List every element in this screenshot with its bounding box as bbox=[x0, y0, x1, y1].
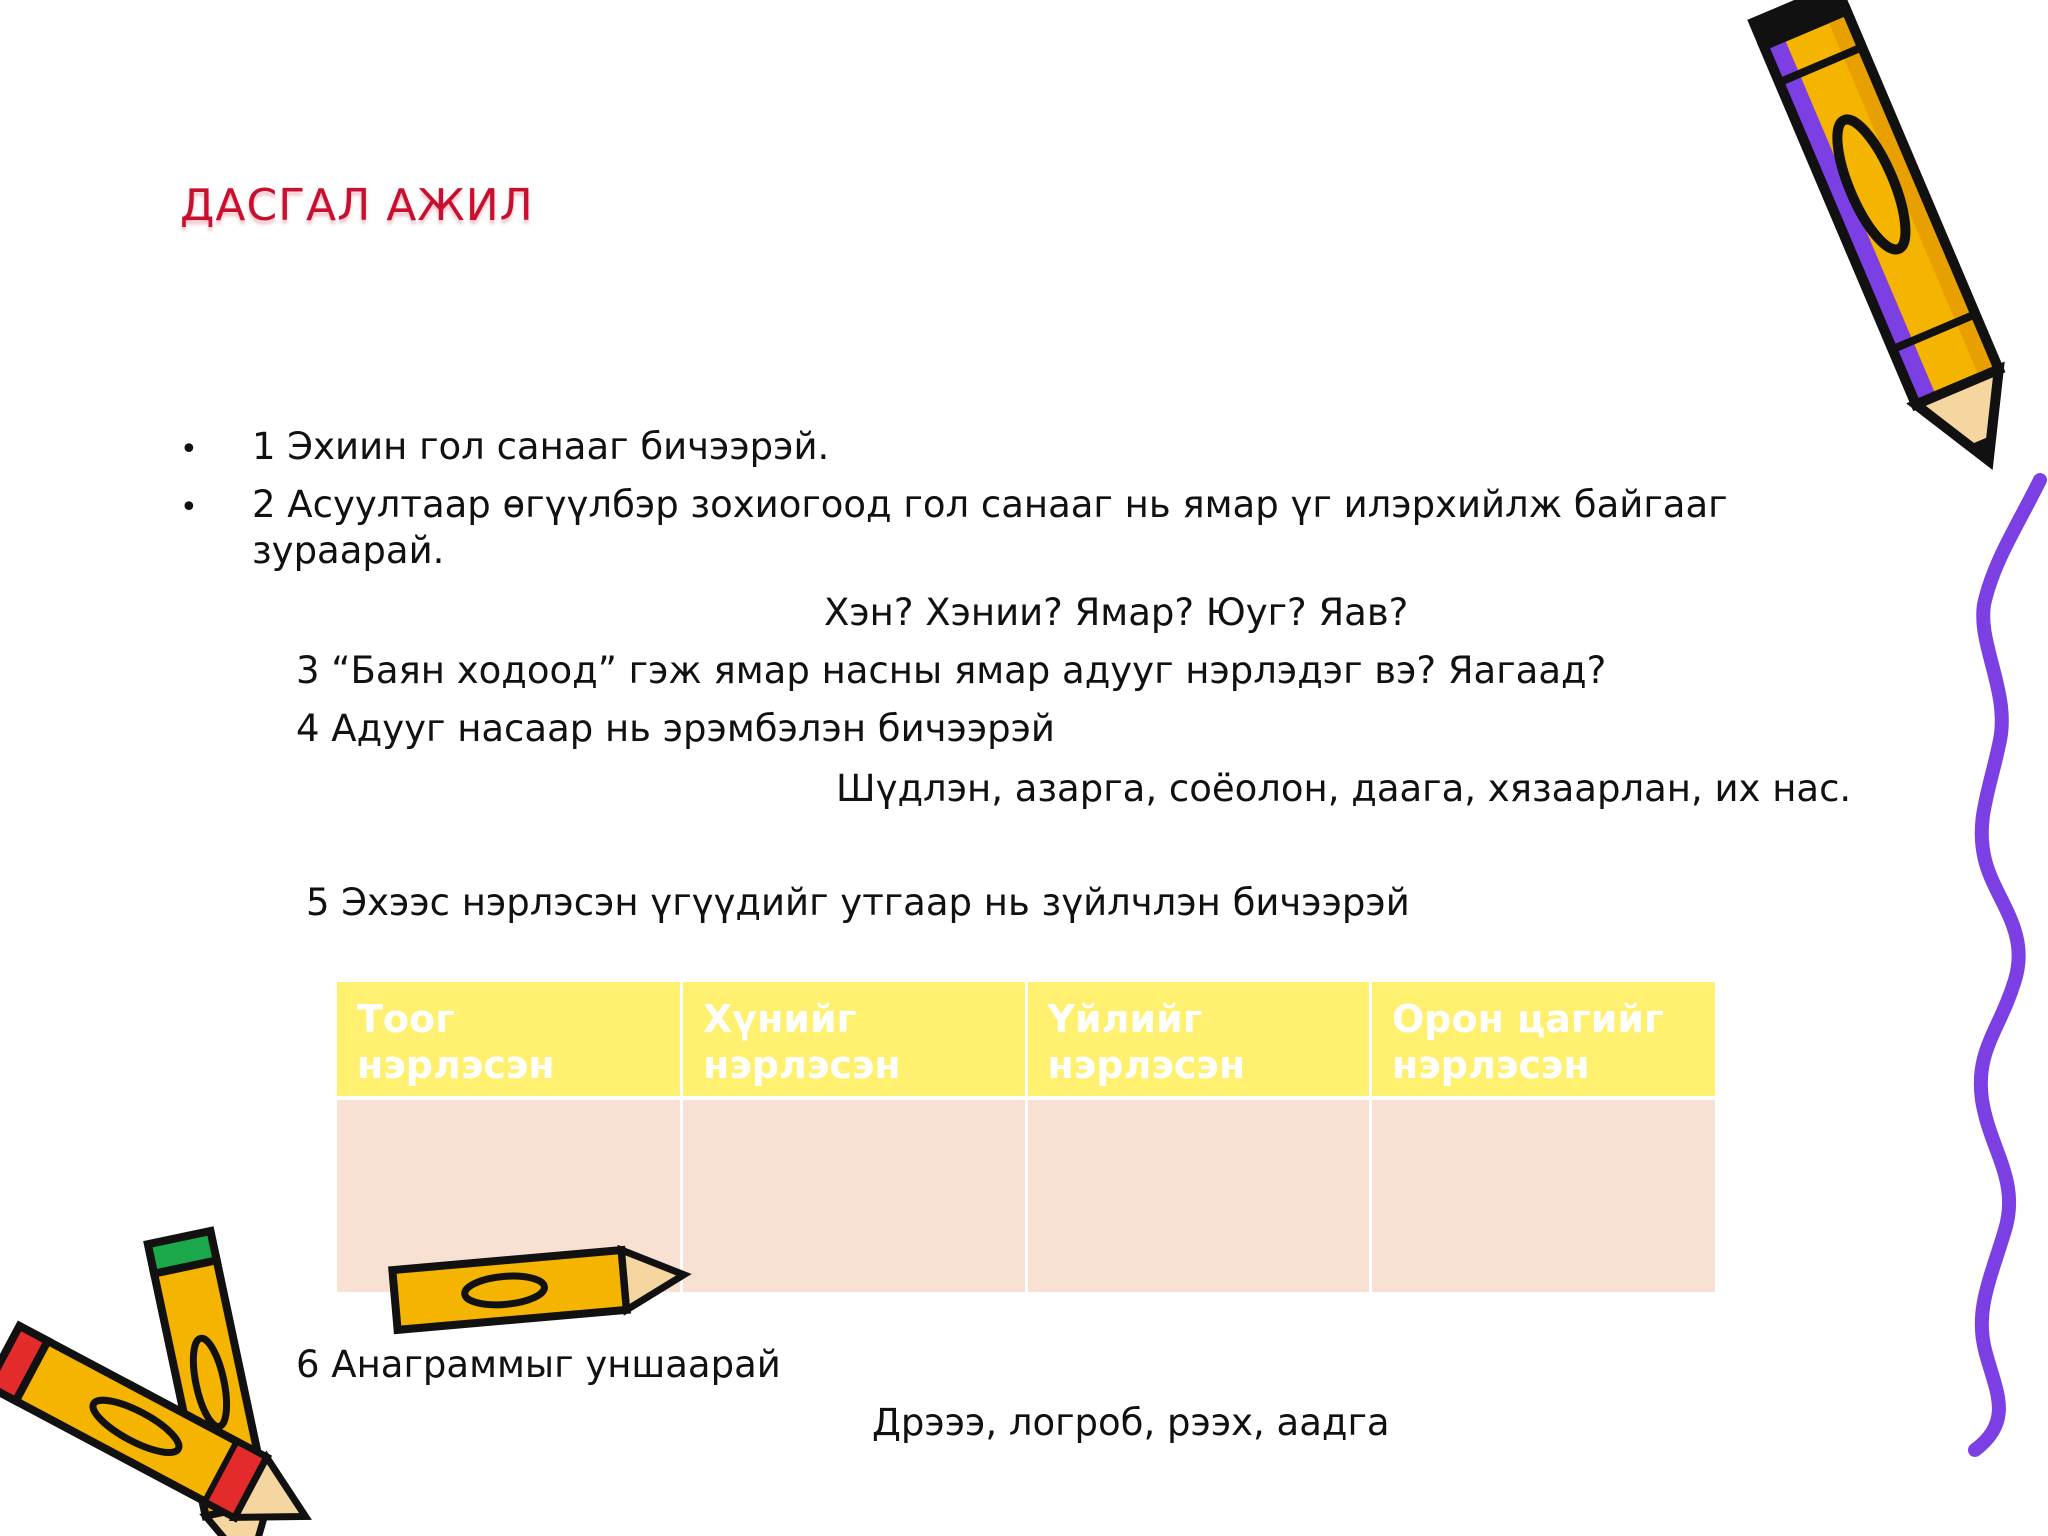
crossed-pencils-icon bbox=[0, 1231, 687, 1536]
bullet-marker: • bbox=[180, 490, 198, 525]
exercise-item-4: 4 Адууг насаар нь эрэмбэлэн бичээрэй bbox=[296, 707, 1055, 750]
table-header-place-time: Орон цагийг нэрлэсэн bbox=[1371, 982, 1716, 1098]
exercise-item-3: 3 “Баян ходоод” гэж ямар насны ямар адууг нэрлэдэг вэ? Яагаад? bbox=[296, 649, 1607, 692]
exercise-item-1: 1 Эхиин гол санааг бичээрэй. bbox=[252, 425, 830, 468]
questions-line: Хэн? Хэнии? Ямар? Юуг? Яав? bbox=[824, 591, 1409, 634]
anagram-line: Дрэээ, логроб, рээх, аадга bbox=[872, 1401, 1390, 1444]
exercise-item-5: 5 Эхээс нэрлэсэн үгүүдийг утгаар нь зүйлчлэн бичээрэй bbox=[306, 881, 1410, 924]
table-header-persons: Хүнийг нэрлэсэн bbox=[682, 982, 1027, 1098]
table-header-numbers: Тоог нэрлэсэн bbox=[337, 982, 682, 1098]
slide-title: ДАСГАЛ АЖИЛ bbox=[180, 180, 534, 231]
exercise-item-6: 6 Анаграммыг уншаарай bbox=[296, 1343, 781, 1386]
pencil-icon bbox=[1747, 0, 2034, 480]
exercise-item-2: 2 Асуултаар өгүүлбэр зохиогоод гол санааг нь ямар үг илэрхийлж байгааг зураарай. bbox=[252, 483, 1728, 573]
squiggle-line-icon bbox=[1975, 480, 2040, 1450]
horse-ages-line: Шүдлэн, азарга, соёолон, даага, хязаарлан, их нас. bbox=[836, 767, 1852, 810]
table-header-actions: Үйлийг нэрлэсэн bbox=[1026, 982, 1371, 1098]
bullet-marker: • bbox=[180, 432, 198, 467]
